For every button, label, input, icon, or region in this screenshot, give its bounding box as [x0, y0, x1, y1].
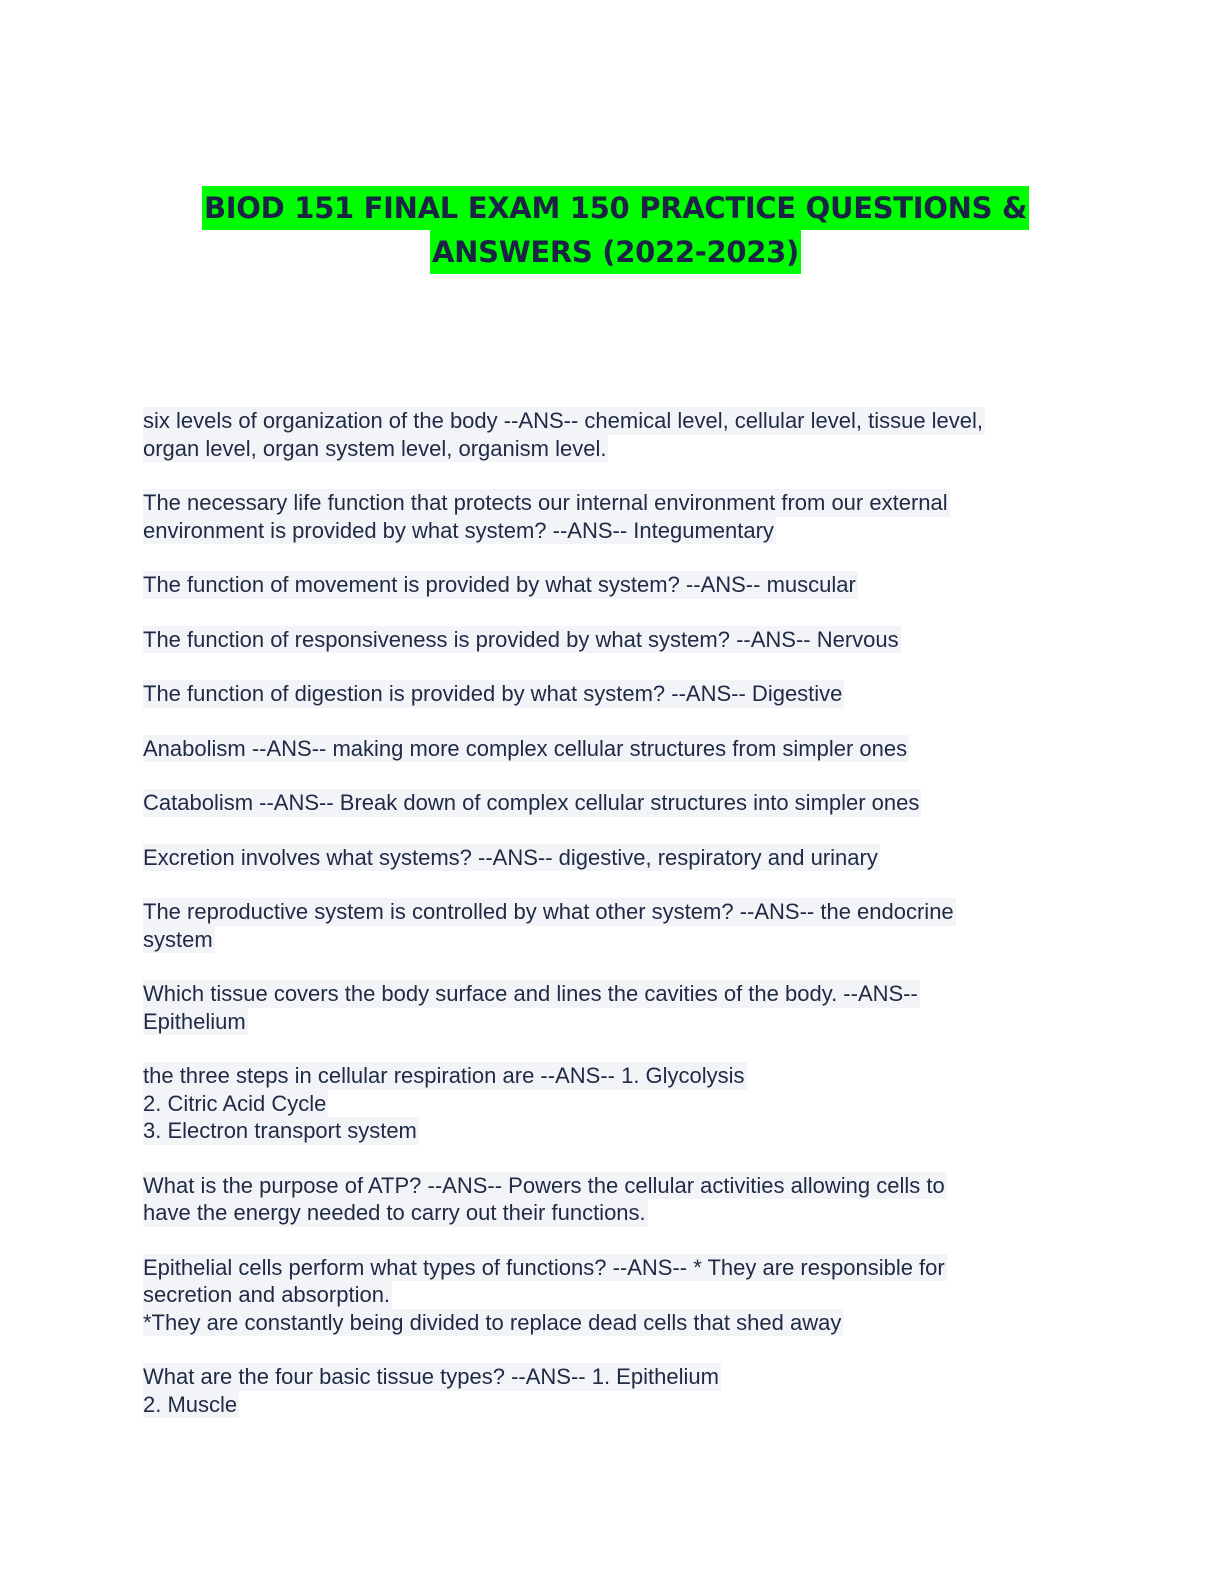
- qa-text-line: The function of digestion is provided by what system? --ANS-- Digestive: [143, 681, 843, 706]
- qa-item: [143, 407, 1083, 462]
- qa-item: [143, 1363, 1083, 1418]
- qa-text-line: 3. Electron transport system: [143, 1118, 417, 1143]
- qa-text-line: 2. Muscle: [143, 1391, 238, 1417]
- qa-item: [143, 489, 1083, 544]
- qa-text-line: The necessary life function that protects our internal environment from our external: [143, 490, 948, 515]
- qa-text-line: the three steps in cellular respiration are --ANS-- 1. Glycolysis: [143, 1063, 745, 1088]
- qa-item: [143, 898, 1083, 953]
- qa-item: [143, 735, 1083, 763]
- qa-text-line: have the energy needed to carry out their functions.: [143, 1200, 646, 1225]
- qa-item: [143, 980, 1083, 1035]
- qa-item: [143, 1254, 1083, 1337]
- qa-text-line: Which tissue covers the body surface and lines the cavities of the body. --ANS--: [143, 981, 918, 1006]
- qa-text-line: The reproductive system is controlled by what other system? --ANS-- the endocrine: [143, 899, 954, 924]
- qa-text-line: Excretion involves what systems? --ANS-- digestive, respiratory and urinary: [143, 844, 878, 870]
- qa-item: [143, 789, 1083, 817]
- qa-text-line: What are the four basic tissue types? --ANS-- 1. Epithelium: [143, 1364, 719, 1389]
- qa-text-line: Anabolism --ANS-- making more complex cellular structures from simpler ones: [143, 735, 908, 761]
- qa-text-line: *They are constantly being divided to replace dead cells that shed away: [143, 1309, 842, 1335]
- qa-text-line: secretion and absorption.: [143, 1282, 391, 1307]
- qa-item: [143, 626, 1083, 654]
- qa-text-line: organ level, organ system level, organism level.: [143, 435, 607, 461]
- title-line-2: ANSWERS (2022-2023): [430, 230, 801, 274]
- title-line-1: BIOD 151 FINAL EXAM 150 PRACTICE QUESTIONS &: [202, 186, 1029, 230]
- qa-text-line: The function of movement is provided by what system? --ANS-- muscular: [143, 572, 856, 597]
- qa-item: [143, 1062, 1083, 1145]
- qa-text-line: system: [143, 926, 213, 952]
- qa-text-line: Catabolism --ANS-- Break down of complex cellular structures into simpler ones: [143, 790, 920, 815]
- qa-text-line: Epithelial cells perform what types of functions? --ANS-- * They are responsible for: [143, 1254, 945, 1280]
- qa-item: [143, 680, 1083, 708]
- qa-text-line: Epithelium: [143, 1008, 246, 1034]
- qa-item: [143, 844, 1083, 872]
- qa-text-line: 2. Citric Acid Cycle: [143, 1090, 327, 1116]
- qa-text-line: environment is provided by what system? --ANS-- Integumentary: [143, 517, 774, 543]
- document-title: [0, 186, 1224, 274]
- qa-item: [143, 1172, 1083, 1227]
- qa-list: [143, 407, 1083, 1445]
- qa-text-line: six levels of organization of the body --ANS-- chemical level, cellular level, tissue level,: [143, 408, 984, 433]
- qa-text-line: The function of responsiveness is provided by what system? --ANS-- Nervous: [143, 626, 899, 652]
- qa-text-line: What is the purpose of ATP? --ANS-- Powers the cellular activities allowing cells to: [143, 1172, 945, 1198]
- qa-item: [143, 571, 1083, 599]
